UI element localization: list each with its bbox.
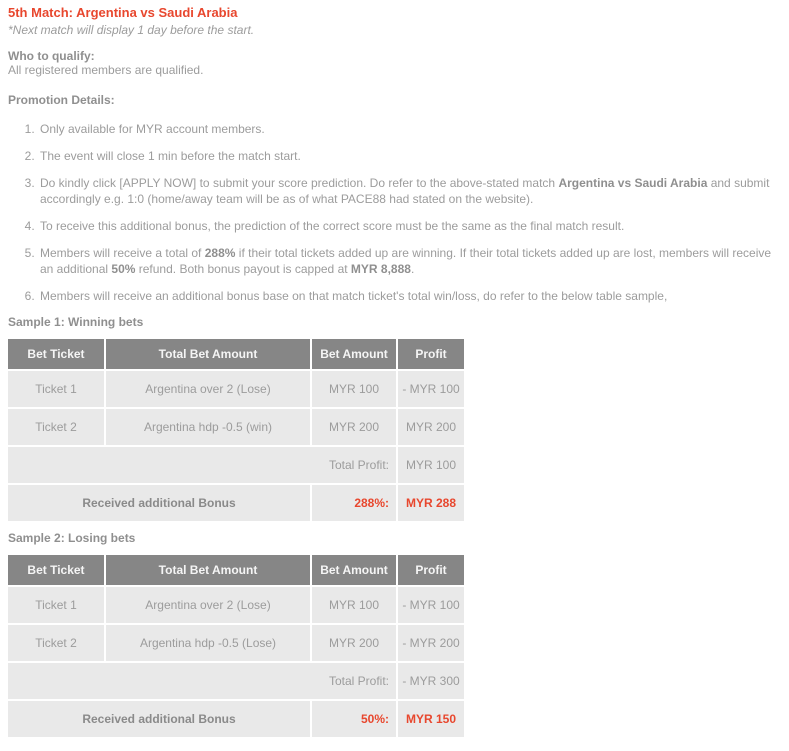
table-cell: MYR 100 bbox=[398, 447, 464, 483]
text-segment: Only available for MYR account members. bbox=[40, 122, 265, 136]
table-cell: - MYR 100 bbox=[398, 371, 464, 407]
text-segment: and submit accordingly e.g. 1:0 (home/away team will be as of what PACE88 had stated on the website). bbox=[40, 176, 770, 206]
next-match-note: *Next match will display 1 day before the start. bbox=[8, 23, 255, 37]
table-cell: 288%: bbox=[312, 485, 396, 521]
table-row bbox=[8, 701, 464, 737]
promotion-list-item bbox=[38, 218, 779, 234]
promotion-list-item bbox=[38, 245, 779, 277]
table-cell: Argentina hdp -0.5 (Lose) bbox=[106, 625, 310, 661]
bold-text-segment: 288% bbox=[204, 246, 236, 260]
promotion-list-item bbox=[38, 175, 779, 207]
column-header: Total Bet Amount bbox=[106, 339, 310, 369]
text-segment: . bbox=[410, 262, 415, 276]
text-segment: refund. Both bonus payout is capped at bbox=[135, 262, 351, 276]
table-cell: Argentina over 2 (Lose) bbox=[106, 371, 310, 407]
promotion-heading: Promotion Details: bbox=[8, 93, 115, 107]
table-header-row bbox=[8, 555, 464, 585]
bold-text-segment: Argentina vs Saudi Arabia bbox=[558, 176, 708, 190]
bold-text-segment: 50% bbox=[111, 262, 136, 276]
table-cell: MYR 288 bbox=[398, 485, 464, 521]
table-row bbox=[8, 409, 464, 445]
sample-table bbox=[6, 553, 466, 739]
table-row bbox=[8, 485, 464, 521]
table-row bbox=[8, 663, 464, 699]
bold-text-segment: MYR 8,888 bbox=[350, 262, 411, 276]
promotion-list-item bbox=[38, 288, 779, 304]
sample-tables-section bbox=[8, 315, 779, 739]
text-segment: The event will close 1 min before the match start. bbox=[40, 149, 301, 163]
table-cell: Ticket 1 bbox=[8, 587, 104, 623]
table-cell: MYR 100 bbox=[312, 587, 396, 623]
table-cell: - MYR 300 bbox=[398, 663, 464, 699]
promotion-list bbox=[8, 121, 779, 304]
column-header: Bet Ticket bbox=[8, 339, 104, 369]
table-cell: Ticket 2 bbox=[8, 409, 104, 445]
text-segment: To receive this additional bonus, the prediction of the correct score must be the same as the final match result. bbox=[40, 219, 625, 233]
table-row bbox=[8, 625, 464, 661]
sample-table bbox=[6, 337, 466, 523]
text-segment: Members will receive an additional bonus base on that match ticket's total win/loss, do refer to the below table sample, bbox=[40, 289, 668, 303]
table-cell: Ticket 1 bbox=[8, 371, 104, 407]
page-title: 5th Match: Argentina vs Saudi Arabia bbox=[8, 5, 238, 20]
promotion-list-item bbox=[38, 148, 779, 164]
table-cell: Argentina hdp -0.5 (win) bbox=[106, 409, 310, 445]
column-header: Bet Amount bbox=[312, 555, 396, 585]
table-cell: MYR 150 bbox=[398, 701, 464, 737]
table-row bbox=[8, 587, 464, 623]
table-cell: Total Profit: bbox=[8, 663, 396, 699]
sample-heading: Sample 2: Losing bets bbox=[8, 531, 136, 545]
table-cell: - MYR 100 bbox=[398, 587, 464, 623]
table-cell: - MYR 200 bbox=[398, 625, 464, 661]
promotion-list-item bbox=[38, 121, 779, 137]
table-cell: Received additional Bonus bbox=[8, 701, 310, 737]
column-header: Total Bet Amount bbox=[106, 555, 310, 585]
table-header-row bbox=[8, 339, 464, 369]
column-header: Bet Amount bbox=[312, 339, 396, 369]
table-row bbox=[8, 447, 464, 483]
column-header: Profit bbox=[398, 555, 464, 585]
table-cell: 50%: bbox=[312, 701, 396, 737]
table-cell: Total Profit: bbox=[8, 447, 396, 483]
table-cell: MYR 100 bbox=[312, 371, 396, 407]
column-header: Profit bbox=[398, 339, 464, 369]
table-cell: Received additional Bonus bbox=[8, 485, 310, 521]
table-cell: MYR 200 bbox=[312, 409, 396, 445]
text-segment: if their total tickets added up are winning. If their total tickets added up are lost, members will receive an additional bbox=[40, 246, 772, 276]
table-cell: MYR 200 bbox=[398, 409, 464, 445]
table-row bbox=[8, 371, 464, 407]
sample-heading: Sample 1: Winning bets bbox=[8, 315, 144, 329]
table-cell: Ticket 2 bbox=[8, 625, 104, 661]
qualify-text: All registered members are qualified. bbox=[8, 63, 204, 77]
column-header: Bet Ticket bbox=[8, 555, 104, 585]
qualify-heading: Who to qualify: bbox=[8, 49, 95, 63]
text-segment: Members will receive a total of bbox=[40, 246, 205, 260]
table-cell: Argentina over 2 (Lose) bbox=[106, 587, 310, 623]
table-cell: MYR 200 bbox=[312, 625, 396, 661]
text-segment: Do kindly click [APPLY NOW] to submit your score prediction. Do refer to the above-stated match bbox=[40, 176, 559, 190]
